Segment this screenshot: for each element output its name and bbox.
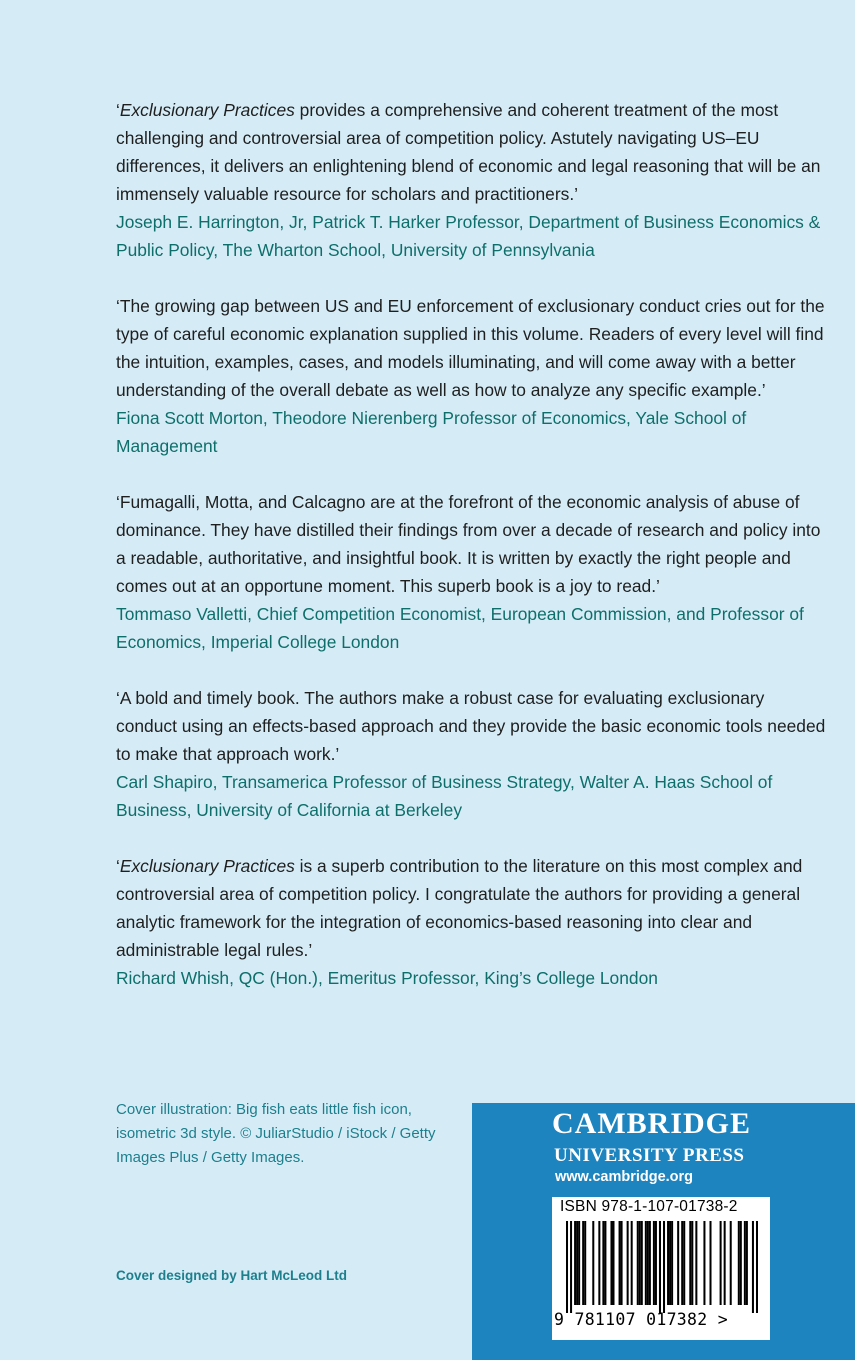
blurb-quote: ‘The growing gap between US and EU enforcement of exclusionary conduct cries out for the type of careful economic explanation supplied in this volume. Readers of every level will find the intuition, examples, cases, and models illuminating, and will come away with a better understanding of the overall debate as well as how to analyze any specific example.’ — [116, 296, 825, 400]
book-title-italic: Exclusionary Practices — [119, 100, 295, 120]
barcode-bar — [738, 1221, 740, 1305]
blurb-attribution: Richard Whish, QC (Hon.), Emeritus Professor, King’s College London — [116, 968, 658, 988]
blurb-1 — [116, 96, 826, 264]
isbn-barcode — [552, 1197, 770, 1340]
barcode-bar — [637, 1221, 639, 1305]
barcode-bar — [621, 1221, 623, 1305]
publisher-logo-press: UNIVERSITY PRESS — [554, 1145, 745, 1166]
barcode-bar — [740, 1221, 742, 1305]
barcode-bar — [677, 1221, 679, 1305]
barcode-bar — [610, 1221, 612, 1305]
barcode-bar — [746, 1221, 748, 1305]
barcode-bar — [667, 1221, 669, 1305]
barcode-bar — [663, 1221, 665, 1313]
publisher-logo-name: CAMBRIDGE — [552, 1107, 752, 1140]
book-title-italic: Exclusionary Practices — [119, 856, 295, 876]
quote-open-mark: ‘ — [116, 100, 120, 120]
blurb-attribution: Carl Shapiro, Transamerica Professor of Business Strategy, Walter A. Haas School of Business, University of California at Berkeley — [116, 772, 773, 820]
blurb-quote — [116, 852, 826, 964]
blurb-attribution: Fiona Scott Morton, Theodore Nierenberg Professor of Economics, Yale School of Management — [116, 408, 747, 456]
barcode-bar — [612, 1221, 614, 1305]
barcode-bar — [653, 1221, 655, 1305]
barcode-bar — [645, 1221, 647, 1305]
publisher-panel — [472, 1103, 855, 1360]
barcode-bar — [709, 1221, 711, 1305]
blurb-5 — [116, 852, 826, 992]
barcode-bar — [744, 1221, 746, 1305]
barcode-bar — [582, 1221, 584, 1305]
cover-designer-credit: Cover designed by Hart McLeod Ltd — [116, 1268, 348, 1283]
blurb-attribution: Tommaso Valletti, Chief Competition Economist, European Commission, and Professor of Economics, Imperial College London — [116, 604, 804, 652]
barcode-bar — [647, 1221, 649, 1305]
barcode-bar — [641, 1221, 643, 1305]
isbn-label: ISBN 978-1-107-01738-2 — [560, 1198, 738, 1215]
blurb-quote — [116, 96, 826, 208]
barcode-bar — [584, 1221, 586, 1305]
barcode-bar — [683, 1221, 685, 1305]
barcode-digits: 9 781107 017382 > — [554, 1310, 728, 1329]
barcode-bar — [730, 1221, 732, 1305]
cover-illustration-credit: Cover illustration: Big fish eats little fish icon, isometric 3d style. © JuliarStudio / iStock / Getty Images Plus / Getty Images. — [116, 1101, 436, 1166]
publisher-url: www.cambridge.org — [555, 1169, 694, 1185]
blurb-3 — [116, 488, 826, 656]
barcode-bar — [689, 1221, 691, 1305]
blurb-quote: ‘Fumagalli, Motta, and Calcagno are at the forefront of the economic analysis of abuse of dominance. They have distilled their findings from over a decade of research and policy into a readable, authoritative, and insightful book. It is written by exactly the right people and comes out at an opportune moment. This superb book is a joy to read.’ — [116, 492, 821, 596]
barcode-bar — [566, 1221, 568, 1313]
barcode-bar — [720, 1221, 722, 1305]
blurb-4 — [116, 684, 826, 824]
barcode-bar — [756, 1221, 758, 1313]
barcode-bars — [566, 1221, 758, 1313]
barcode-bar — [752, 1221, 754, 1313]
quote-open-mark: ‘ — [116, 856, 120, 876]
barcode-bar — [724, 1221, 726, 1305]
quote-text: provides a comprehensive and coherent treatment of the most challenging and controversial area of competition policy. Astutely navigating US–EU differences, it delivers an enlightening blend of economic and legal reasoning that will be an immensely valuable resource for scholars and practitioners.’ — [116, 100, 821, 204]
blurb-quote: ‘A bold and timely book. The authors make a robust case for evaluating exclusionary conduct using an effects-based approach and they provide the basic economic tools needed to make that approach work.’ — [116, 688, 826, 764]
quote-text: is a superb contribution to the literature on this most complex and controversial area of competition policy. I congratulate the authors for providing a general analytic framework for the integration of economics-based reasoning into clear and administrable legal rules.’ — [116, 856, 803, 960]
barcode-bar — [631, 1221, 633, 1305]
barcode-bar — [574, 1221, 576, 1305]
blurb-attribution: Joseph E. Harrington, Jr, Patrick T. Harker Professor, Department of Business Economics & Public Policy, The Wharton School, University of Pennsylvania — [116, 212, 821, 260]
barcode-bar — [655, 1221, 657, 1305]
barcode-bar — [703, 1221, 705, 1305]
barcode-bar — [619, 1221, 621, 1305]
barcode-bar — [669, 1221, 671, 1305]
barcode-bar — [604, 1221, 606, 1305]
barcode-bar — [570, 1221, 572, 1313]
barcode-bar — [602, 1221, 604, 1305]
barcode-bar — [592, 1221, 594, 1305]
barcode-bar — [671, 1221, 673, 1305]
barcode-bar — [627, 1221, 629, 1305]
blurbs-column — [116, 96, 826, 1020]
barcode-bar — [681, 1221, 683, 1305]
barcode-bar — [639, 1221, 641, 1305]
blurb-2 — [116, 292, 826, 460]
barcode-bar — [598, 1221, 600, 1305]
barcode-bar — [691, 1221, 693, 1305]
barcode-bar — [695, 1221, 697, 1305]
barcode-bar — [659, 1221, 661, 1313]
barcode-bar — [576, 1221, 578, 1305]
barcode-bar — [649, 1221, 651, 1305]
barcode-bar — [578, 1221, 580, 1305]
